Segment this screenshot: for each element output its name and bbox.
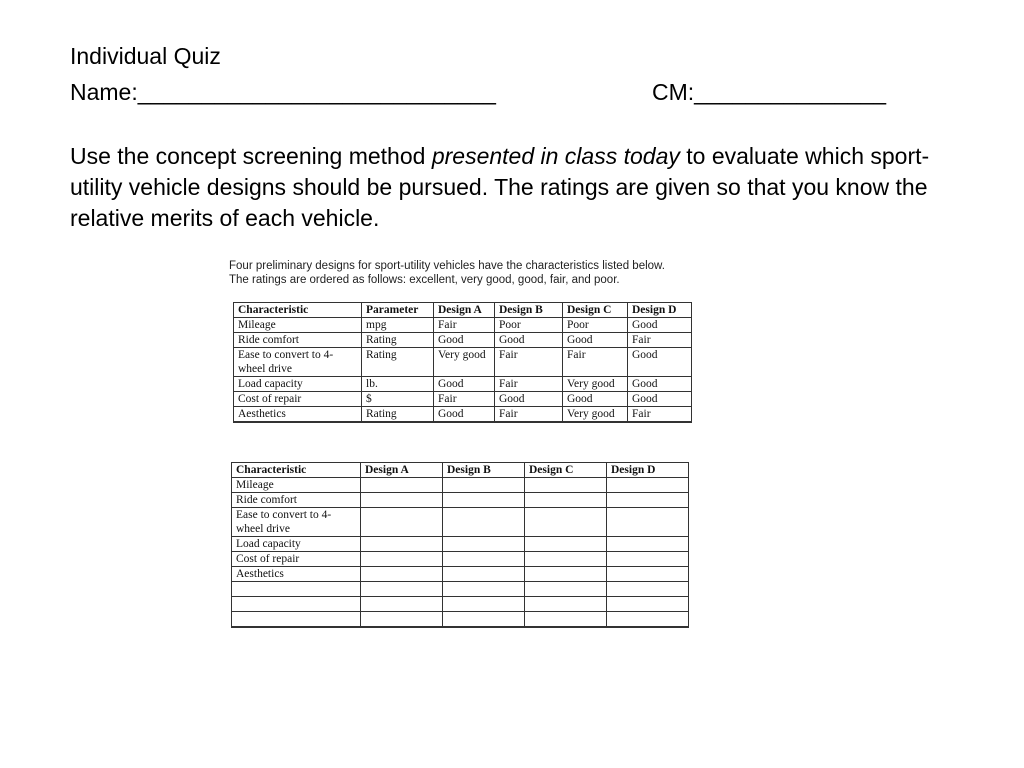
rating-cell: Fair [434, 392, 495, 407]
characteristic-cell: Ride comfort [232, 493, 361, 508]
rating-cell: Good [495, 392, 563, 407]
rating-cell[interactable] [361, 493, 443, 508]
instructions-text-1: Use the concept screening method [70, 143, 432, 169]
rating-cell[interactable] [443, 612, 525, 628]
rating-cell: Poor [495, 318, 563, 333]
rating-cell: mpg [362, 318, 434, 333]
rating-cell[interactable] [361, 508, 443, 537]
figure-caption-line-1: Four preliminary designs for sport-utility vehicles have the characteristics listed below. [229, 260, 665, 272]
characteristic-cell: Ride comfort [234, 333, 362, 348]
rating-cell[interactable] [361, 567, 443, 582]
rating-cell: Good [434, 407, 495, 423]
rating-cell[interactable] [443, 493, 525, 508]
rating-cell: Fair [495, 407, 563, 423]
rating-cell: Rating [362, 333, 434, 348]
rating-cell[interactable] [607, 552, 689, 567]
ratings-body [234, 318, 692, 423]
rating-cell: Fair [563, 348, 628, 377]
characteristic-cell: Mileage [234, 318, 362, 333]
rating-cell[interactable] [607, 612, 689, 628]
rating-cell: Fair [628, 333, 692, 348]
rating-cell: Good [563, 392, 628, 407]
rating-cell: Poor [563, 318, 628, 333]
rating-cell: Good [628, 318, 692, 333]
rating-cell[interactable] [361, 582, 443, 597]
ratings-row [234, 377, 692, 392]
rating-cell[interactable] [525, 597, 607, 612]
evaluation-row [232, 493, 689, 508]
rating-cell[interactable] [361, 597, 443, 612]
rating-cell[interactable] [525, 582, 607, 597]
rating-cell: Good [628, 392, 692, 407]
rating-cell[interactable] [607, 582, 689, 597]
ratings-table [233, 302, 692, 423]
rating-cell[interactable] [443, 552, 525, 567]
characteristic-cell: Cost of repair [234, 392, 362, 407]
evaluation-row [232, 537, 689, 552]
characteristic-cell: Cost of repair [232, 552, 361, 567]
evaluation-header-cell-3: Design C [525, 463, 607, 478]
rating-cell[interactable] [525, 537, 607, 552]
evaluation-table [231, 462, 689, 628]
rating-cell[interactable] [607, 478, 689, 493]
rating-cell[interactable] [443, 508, 525, 537]
figure-caption [229, 259, 665, 287]
characteristic-cell: Load capacity [234, 377, 362, 392]
rating-cell: Very good [434, 348, 495, 377]
characteristic-cell [232, 597, 361, 612]
rating-cell: Very good [563, 407, 628, 423]
rating-cell[interactable] [607, 508, 689, 537]
rating-cell[interactable] [361, 537, 443, 552]
ratings-header-row [234, 303, 692, 318]
rating-cell: $ [362, 392, 434, 407]
rating-cell[interactable] [525, 552, 607, 567]
rating-cell[interactable] [525, 612, 607, 628]
evaluation-row [232, 478, 689, 493]
rating-cell: Good [434, 333, 495, 348]
rating-cell[interactable] [607, 567, 689, 582]
rating-cell: Fair [628, 407, 692, 423]
rating-cell[interactable] [443, 597, 525, 612]
characteristic-cell [232, 582, 361, 597]
rating-cell: Good [628, 377, 692, 392]
rating-cell[interactable] [361, 552, 443, 567]
ratings-header-cell-0: Characteristic [234, 303, 362, 318]
evaluation-row [232, 508, 689, 537]
rating-cell: Very good [563, 377, 628, 392]
characteristic-cell [232, 612, 361, 628]
ratings-row [234, 348, 692, 377]
rating-cell: Good [628, 348, 692, 377]
evaluation-body [232, 478, 689, 628]
characteristic-cell: Mileage [232, 478, 361, 493]
instructions-italic-text: presented in class today [431, 143, 680, 169]
rating-cell[interactable] [443, 567, 525, 582]
rating-cell[interactable] [443, 478, 525, 493]
evaluation-header-row [232, 463, 689, 478]
evaluation-row [232, 597, 689, 612]
rating-cell: lb. [362, 377, 434, 392]
rating-cell[interactable] [607, 493, 689, 508]
rating-cell: Fair [495, 348, 563, 377]
ratings-row [234, 318, 692, 333]
rating-cell: Good [495, 333, 563, 348]
rating-cell: Good [434, 377, 495, 392]
instructions-paragraph [70, 141, 970, 234]
characteristic-cell: Aesthetics [234, 407, 362, 423]
rating-cell[interactable] [607, 537, 689, 552]
rating-cell[interactable] [361, 612, 443, 628]
ratings-header-cell-2: Design A [434, 303, 495, 318]
rating-cell[interactable] [443, 537, 525, 552]
instructions-text-2: to evaluate which sport-utility vehicle designs should be pursued. The ratings are given so that you know the relative merits of each vehicle. [70, 143, 930, 231]
ratings-header-cell-3: Design B [495, 303, 563, 318]
evaluation-header-cell-4: Design D [607, 463, 689, 478]
rating-cell[interactable] [361, 478, 443, 493]
figure-caption-line-2: The ratings are ordered as follows: excellent, very good, good, fair, and poor. [229, 274, 620, 286]
characteristic-cell: Load capacity [232, 537, 361, 552]
evaluation-header-cell-2: Design B [443, 463, 525, 478]
rating-cell: Fair [495, 377, 563, 392]
ratings-header-cell-1: Parameter [362, 303, 434, 318]
rating-cell[interactable] [525, 493, 607, 508]
rating-cell[interactable] [607, 597, 689, 612]
rating-cell: Good [563, 333, 628, 348]
evaluation-row [232, 567, 689, 582]
ratings-row [234, 392, 692, 407]
rating-cell: Fair [434, 318, 495, 333]
evaluation-header-cell-1: Design A [361, 463, 443, 478]
characteristic-cell: Ease to convert to 4-wheel drive [232, 508, 361, 537]
quiz-title: Individual Quiz [70, 43, 221, 69]
ratings-header-cell-4: Design C [563, 303, 628, 318]
cm-field-line: CM:_______________ [652, 79, 887, 105]
evaluation-header-cell-0: Characteristic [232, 463, 361, 478]
evaluation-row [232, 612, 689, 628]
rating-cell: Rating [362, 407, 434, 423]
characteristic-cell: Aesthetics [232, 567, 361, 582]
rating-cell[interactable] [525, 508, 607, 537]
ratings-row [234, 333, 692, 348]
ratings-row [234, 407, 692, 423]
rating-cell[interactable] [443, 582, 525, 597]
name-field-line: Name:____________________________ [70, 79, 496, 105]
ratings-header-cell-5: Design D [628, 303, 692, 318]
evaluation-row [232, 582, 689, 597]
rating-cell[interactable] [525, 478, 607, 493]
rating-cell[interactable] [525, 567, 607, 582]
rating-cell: Rating [362, 348, 434, 377]
characteristic-cell: Ease to convert to 4-wheel drive [234, 348, 362, 377]
evaluation-row [232, 552, 689, 567]
